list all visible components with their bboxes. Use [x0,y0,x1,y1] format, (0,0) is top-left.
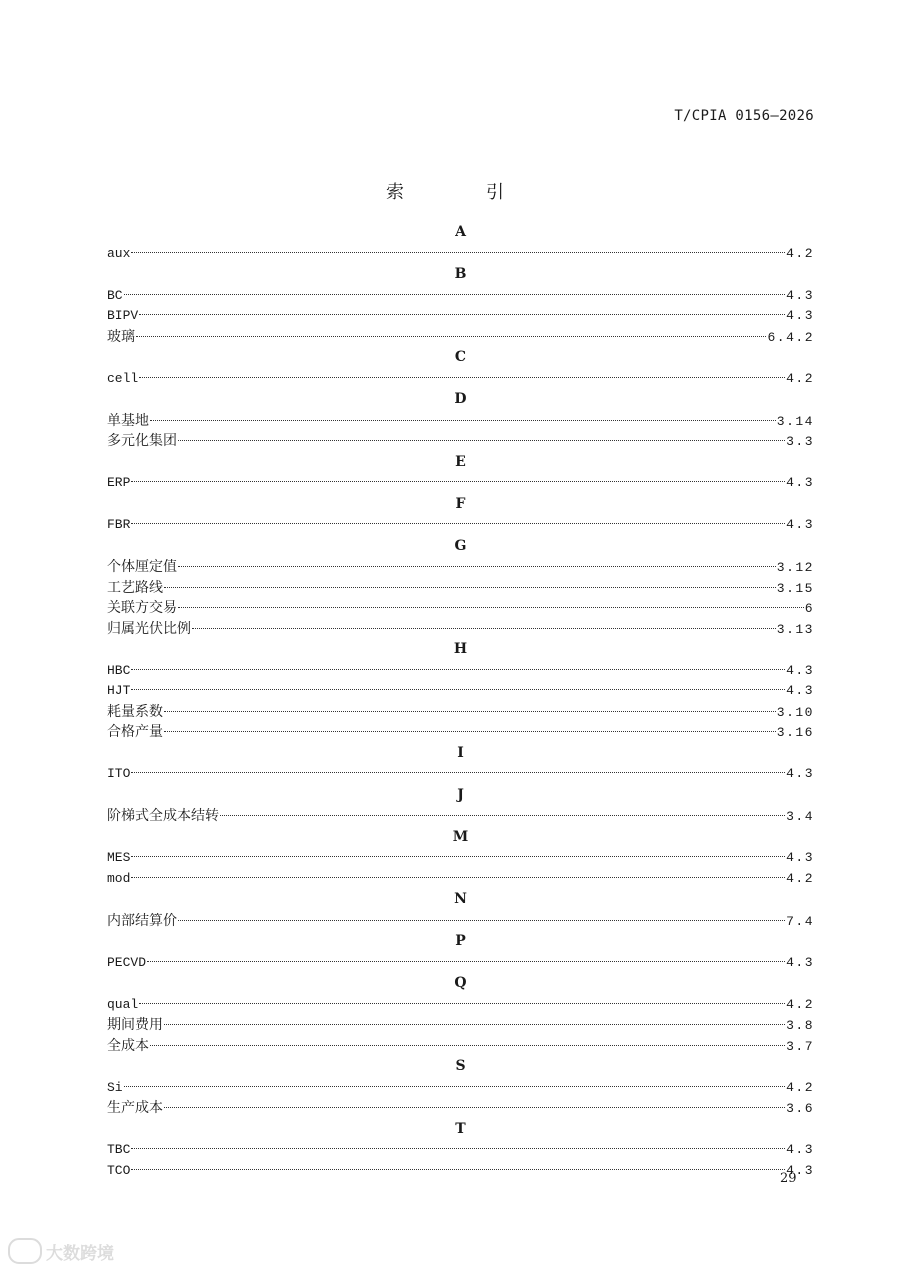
clause-reference: 4.3 [786,954,814,970]
index-entry [107,1098,814,1119]
dot-leader [131,689,785,690]
section-letter: P [455,933,466,949]
section-letter: I [457,744,464,761]
dot-leader [150,1045,785,1046]
section-letter: Q [454,975,467,991]
index-entry [107,286,814,307]
index-entry [107,369,814,390]
clause-reference: 4.3 [786,517,814,532]
section-letter: A [455,224,466,240]
index-term: 生产成本 [107,1100,163,1116]
dot-leader [192,628,776,629]
dot-leader [164,587,776,588]
index-term: 玻璃 [107,328,135,345]
index-entry [107,911,814,932]
section-letter: F [455,495,466,512]
dot-leader [131,481,785,482]
index-entry [107,1036,814,1057]
watermark-logo-icon [8,1238,42,1264]
index-term: BIPV [107,308,139,323]
dot-leader [136,336,766,337]
index-entry [107,1161,814,1182]
index-entry [107,722,814,743]
index-entry [107,411,814,432]
index-entry [107,306,814,327]
section-letter: D [454,391,467,407]
dot-leader [178,566,776,567]
dot-leader [131,1148,785,1149]
clause-reference: 4.3 [786,1162,814,1178]
section-letter: G [454,537,467,554]
dot-leader [131,772,785,773]
watermark [8,1238,114,1264]
clause-reference: 3.8 [786,1018,814,1033]
index-list [107,222,814,1181]
index-term: 工艺路线 [107,579,163,596]
index-entry [107,578,814,599]
index-term: ERP [107,475,131,490]
dot-leader [164,1107,785,1108]
index-term: cell [107,370,139,386]
clause-reference: 4.2 [786,370,814,386]
clause-reference: 4.3 [786,308,814,323]
clause-reference: 4.2 [786,996,814,1012]
index-entry [107,1015,814,1036]
dot-leader [150,420,776,421]
index-term: qual [107,996,139,1012]
index-entry [107,431,814,452]
clause-reference: 4.3 [786,287,814,303]
index-entry [107,598,814,619]
index-entry [107,869,814,890]
dot-leader [178,920,785,921]
page-title: 索 引 [386,182,536,203]
index-entry [107,995,814,1016]
clause-reference: 4.3 [786,475,814,490]
section-letter: J [457,786,464,803]
clause-reference: 3.12 [776,560,814,575]
index-term: 阶梯式全成本结转 [107,808,219,824]
index-entry [107,327,814,348]
section-letter: M [452,828,469,845]
dot-leader [124,294,785,295]
clause-reference: 4.3 [786,850,814,865]
index-term: 多元化集团 [107,433,177,449]
index-term: aux [107,245,131,261]
clause-reference: 3.6 [786,1101,814,1116]
index-term: BC [107,287,123,303]
document-code: T/CPIA 0156—2026 [674,108,814,124]
index-entry [107,1078,814,1099]
dot-leader [164,1024,785,1025]
dot-leader [139,314,785,315]
clause-reference: 3.4 [786,809,814,824]
index-term: PECVD [107,954,147,970]
clause-reference: 4.2 [786,1079,814,1095]
index-entry [107,848,814,869]
dot-leader [131,669,785,670]
index-term: HBC [107,662,131,678]
index-term: 个体厘定值 [107,559,177,575]
dot-leader [131,1169,785,1170]
clause-reference: 3.10 [776,704,814,720]
index-entry [107,953,814,974]
clause-reference: 4.3 [786,662,814,678]
clause-reference: 3.3 [786,434,814,449]
clause-reference: 4.3 [786,683,814,698]
dot-leader [164,711,776,712]
index-term: TBC [107,1142,131,1157]
index-term: 归属光伏比例 [107,620,191,637]
index-term: HJT [107,683,131,698]
clause-reference: 4.2 [786,870,814,886]
index-entry [107,681,814,702]
dot-leader [164,731,776,732]
index-term: 全成本 [107,1037,149,1054]
index-term: 内部结算价 [107,912,177,929]
index-entry [107,473,814,494]
index-entry [107,806,814,827]
index-term: MES [107,850,131,865]
dot-leader [220,815,785,816]
clause-reference: 4.2 [786,245,814,261]
index-entry [107,515,814,536]
index-term: Si [107,1079,123,1095]
index-term: mod [107,870,131,886]
section-letter: B [454,266,467,282]
section-letter: N [454,891,467,907]
index-term: ITO [107,766,131,781]
section-letter: E [455,453,466,470]
clause-reference: 4.3 [786,766,814,781]
index-term: 关联方交易 [107,600,177,616]
clause-reference: 3.14 [776,413,814,429]
clause-reference: 6 [804,601,814,616]
index-entry [107,1140,814,1161]
index-term: 单基地 [107,412,149,429]
index-entry [107,557,814,578]
dot-leader [178,440,785,441]
clause-reference: 7.4 [786,913,814,929]
index-entry [107,764,814,785]
clause-reference: 6.4.2 [767,329,814,345]
index-term: 合格产量 [107,724,163,740]
dot-leader [178,607,804,608]
clause-reference: 4.3 [786,1142,814,1157]
dot-leader [124,1086,785,1087]
section-letter: C [454,349,467,365]
index-entry [107,619,814,640]
section-letter: H [453,641,468,657]
index-term: FBR [107,517,131,532]
watermark-text: 大数跨境 [46,1243,114,1264]
index-term: 期间费用 [107,1017,163,1033]
index-entry [107,702,814,723]
dot-leader [139,377,785,378]
clause-reference: 3.16 [776,725,814,740]
dot-leader [147,961,785,962]
index-entry [107,661,814,682]
dot-leader [131,252,785,253]
dot-leader [131,877,785,878]
clause-reference: 3.15 [776,580,814,596]
clause-reference: 3.7 [786,1038,814,1054]
dot-leader [139,1003,785,1004]
section-letter: T [455,1120,466,1137]
index-term: 耗量系数 [107,703,163,720]
clause-reference: 3.13 [776,621,814,637]
index-entry [107,244,814,265]
page-number: 29 [780,1171,797,1186]
section-letter: S [455,1058,466,1074]
dot-leader [131,523,785,524]
index-term: TCO [107,1162,131,1178]
dot-leader [131,856,785,857]
